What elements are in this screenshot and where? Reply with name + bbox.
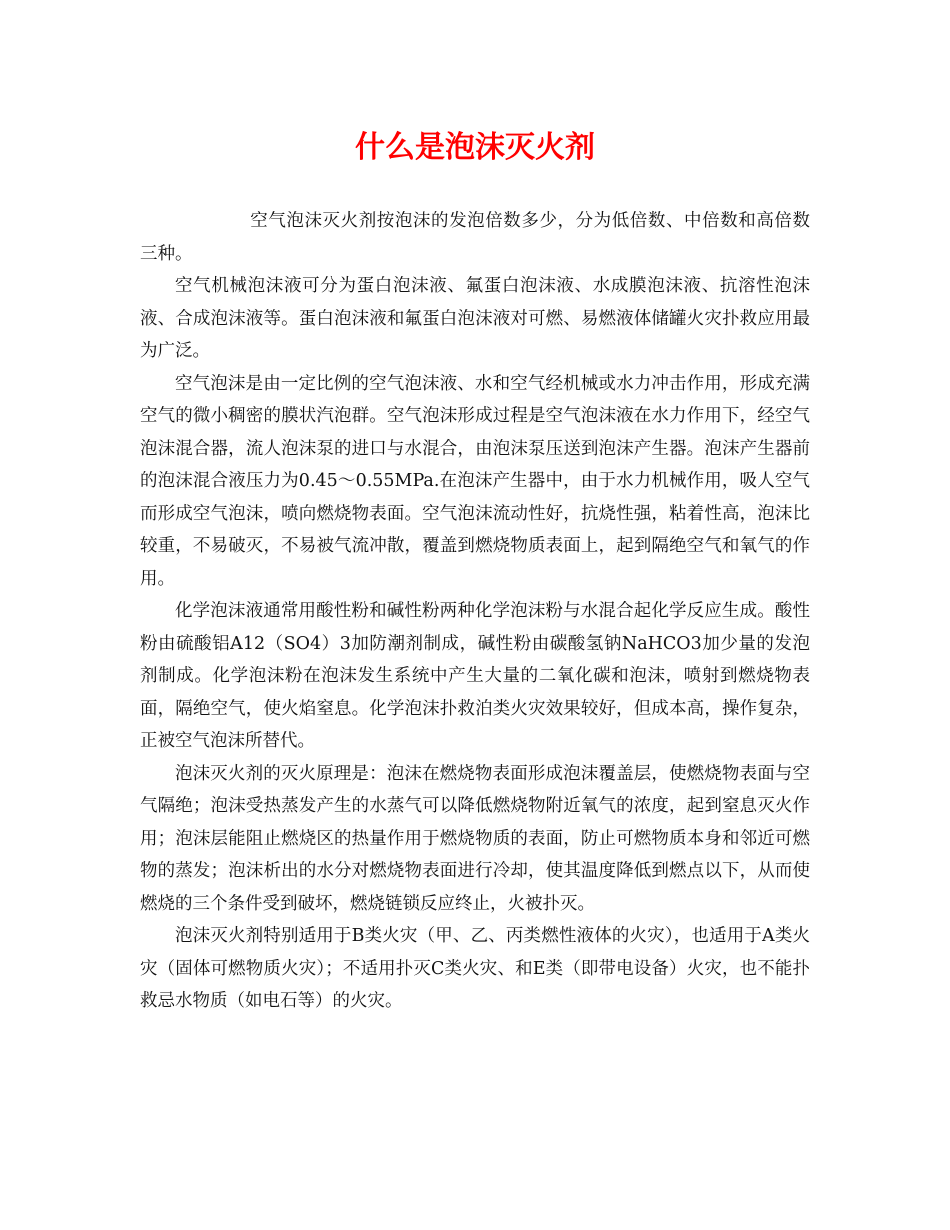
paragraph-foam-classification: 空气泡沫灭火剂按泡沫的发泡倍数多少，分为低倍数、中倍数和高倍数三种。	[140, 211, 810, 264]
document-body	[140, 205, 810, 1018]
document-title: 什么是泡沫灭火剂	[355, 130, 595, 165]
paragraph-mechanical-foam-types: 空气机械泡沫液可分为蛋白泡沫液、氟蛋白泡沫液、水成膜泡沫液、抗溶性泡沫液、合成泡沫液等。蛋白泡沫液和氟蛋白泡沫液对可燃、易燃液体储罐火灾扑救应用最为广泛。	[140, 276, 810, 361]
paragraph-extinguishing-principle: 泡沫灭火剂的灭火原理是：泡沫在燃烧物表面形成泡沫覆盖层，使燃烧物表面与空气隔绝；泡沫受热蒸发产生的水蒸气可以降低燃烧物附近氧气的浓度，起到窒息灭火作用；泡沫层能阻止燃烧区的热量作用于燃烧物质的表面，防止可燃物质本身和邻近可燃物的蒸发；泡沫析出的水分对燃烧物表面进行冷却，使其温度降低到燃点以下，从而使燃烧的三个条件受到破坏，燃烧链锁反应终止，火被扑灭。	[140, 763, 810, 914]
paragraph-air-foam-formation: 空气泡沫是由一定比例的空气泡沫液、水和空气经机械或水力冲击作用，形成充满空气的微小稠密的膜状汽泡群。空气泡沫形成过程是空气泡沫液在水力作用下，经空气泡沫混合器，流人泡沫泵的进口与水混合，由泡沫泵压送到泡沫产生器。泡沫产生器前的泡沫混合液压力为0.45～0.55MPa.在泡沫产生器中，由于水力机械作用，吸人空气而形成空气泡沫，喷向燃烧物表面。空气泡沫流动性好，抗烧性强，粘着性高，泡沫比较重，不易破灭，不易被气流冲散，覆盖到燃烧物质表面上，起到隔绝空气和氧气的作用。	[140, 373, 810, 589]
paragraph-chemical-foam: 化学泡沫液通常用酸性粉和碱性粉两种化学泡沫粉与水混合起化学反应生成。酸性粉由硫酸铝A12（SO4）3加防潮剂制成，碱性粉由碳酸氢钠NaHCO3加少量的发泡剂制成。化学泡沫粉在泡沫发生系统中产生大量的二氧化碳和泡沫，喷射到燃烧物表面，隔绝空气，使火焰窒息。化学泡沫扑救泊类火灾效果较好，但成本高，操作复杂，正被空气泡沫所替代。	[140, 601, 810, 751]
paragraph-applicability: 泡沫灭火剂特别适用于B类火灾（甲、乙、丙类燃性液体的火灾），也适用于A类火灾（固体可燃物质火灾）；不适用扑灭C类火灾、和E类（即带电设备）火灾，也不能扑救忌水物质（如电石等）的火灾。	[140, 926, 810, 1011]
